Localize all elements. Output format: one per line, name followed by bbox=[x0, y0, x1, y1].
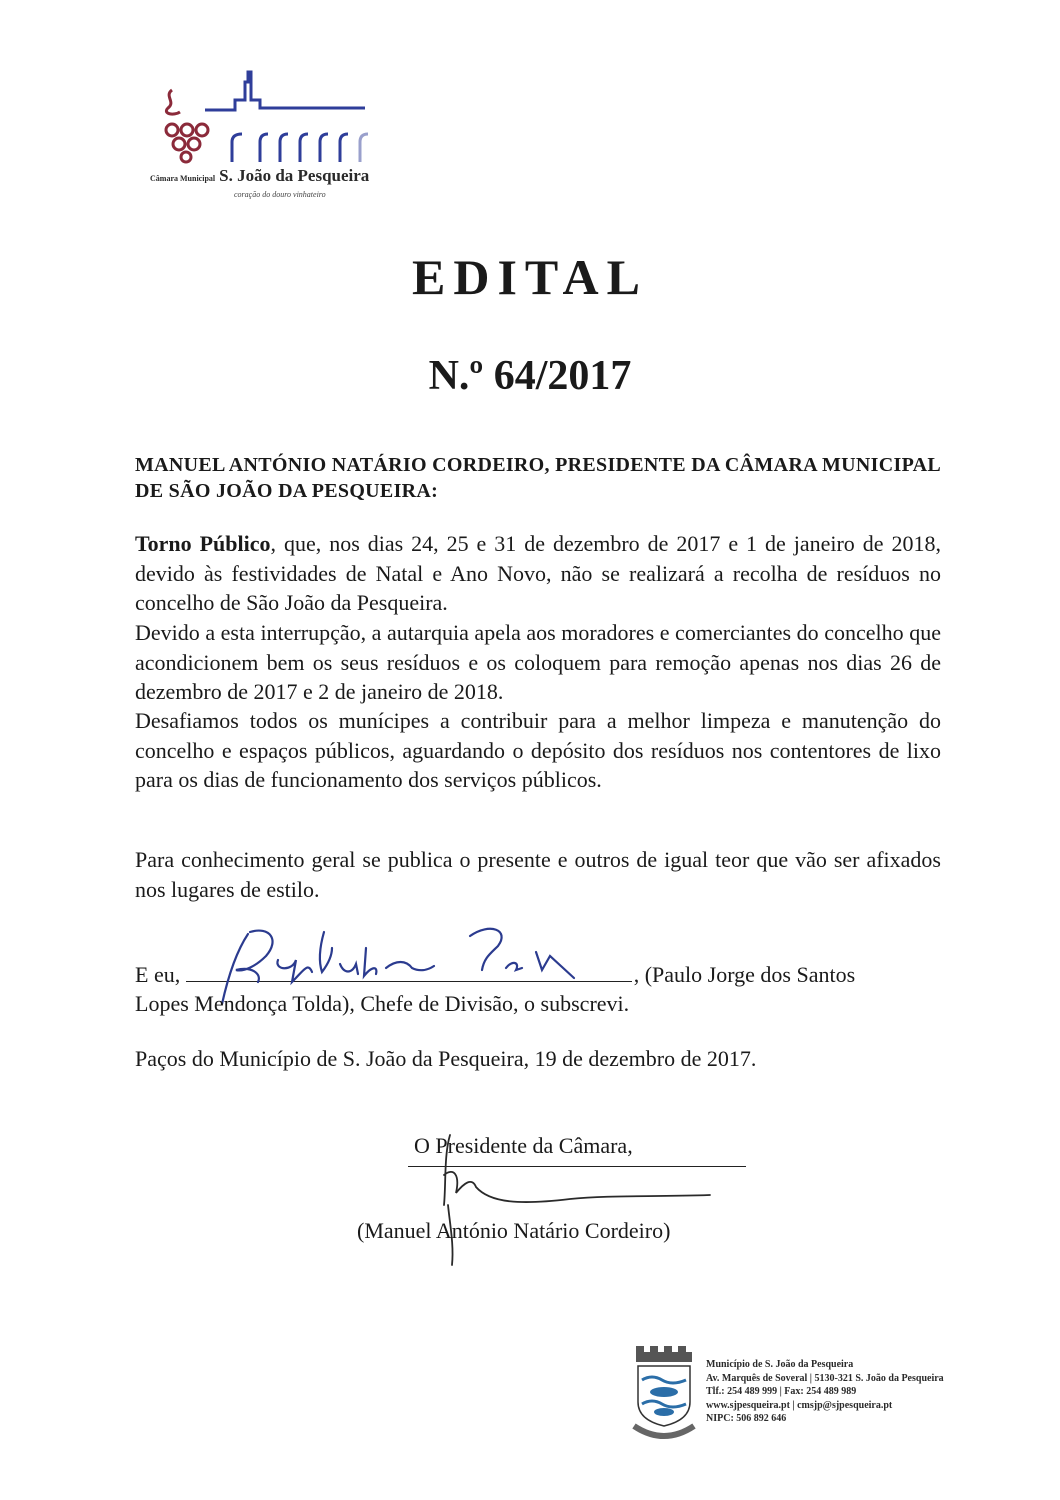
paragraph-appeal: Devido a esta interrupção, a autarquia apela aos moradores e comerciantes do concelho que acondicionem bem os seus resíduos e os coloquem para remoção apenas nos dias 26 de dezembro de 2017 e 2 de janeiro de 2018. bbox=[135, 620, 941, 704]
logo-label-name: S. João da Pesqueira bbox=[219, 166, 370, 185]
announcement-text: , que, nos dias 24, 25 e 31 de dezembro de 2017 e 1 de janeiro de 2018, devido às festividades de Natal e Ano Novo, não se realizará a recolha de resíduos no concelho de São João da Pesqueira. bbox=[135, 531, 941, 615]
announcement-lead: Torno Público bbox=[135, 531, 271, 556]
paragraph-challenge: Desafiamos todos os munícipes a contribuir para a melhor limpeza e manutenção do concelho e espaços públicos, aguardando o depósito dos resíduos nos contentores de lixo para os dias de funcionamento dos serviços públicos. bbox=[135, 708, 941, 792]
document-number: N.º 64/2017 bbox=[428, 353, 632, 399]
president-title: O Presidente da Câmara, bbox=[414, 1133, 633, 1158]
footer-municipality: Município de S. João da Pesqueira bbox=[706, 1359, 854, 1370]
paragraph-publication: Para conhecimento geral se publica o presente e outros de igual teor que vão ser afixados nos lugares de estilo. bbox=[135, 847, 941, 902]
footer-phone-fax: Tlf.: 254 489 999 | Fax: 254 489 989 bbox=[706, 1386, 857, 1397]
president-name: (Manuel António Natário Cordeiro) bbox=[357, 1218, 671, 1243]
logo-slogan: coração do douro vinhateiro bbox=[234, 190, 326, 199]
document-title: EDITAL bbox=[411, 249, 648, 305]
president-signature-icon bbox=[420, 1125, 740, 1275]
signoff-suffix: , (Paulo Jorge dos Santos bbox=[633, 962, 856, 987]
footer-text-block bbox=[706, 1358, 944, 1426]
footer-contact bbox=[626, 1346, 1006, 1456]
logo-emblem-icon bbox=[150, 62, 400, 172]
logo-label-small: Câmara Municipal bbox=[150, 174, 216, 183]
footer-nipc: NIPC: 506 892 646 bbox=[706, 1413, 787, 1424]
signoff-subscriber: Lopes Mendonça Tolda), Chefe de Divisão, o subscrevi. bbox=[135, 991, 630, 1016]
municipal-coat-of-arms-icon bbox=[626, 1346, 702, 1446]
footer-web-email: www.sjpesqueira.pt | cmsjp@sjpesqueira.pt bbox=[706, 1399, 893, 1411]
footer-address: Av. Marquês de Soveral | 5130-321 S. João da Pesqueira bbox=[706, 1372, 944, 1384]
president-heading: MANUEL ANTÓNIO NATÁRIO CORDEIRO, PRESIDENTE DA CÂMARA MUNICIPAL DE SÃO JOÃO DA PESQUEIRA: bbox=[135, 454, 941, 502]
signoff-prefix: E eu, bbox=[135, 962, 181, 987]
paragraph-announcement bbox=[135, 529, 941, 618]
logo-label bbox=[150, 166, 400, 186]
place-and-date: Paços do Município de S. João da Pesqueira, 19 de dezembro de 2017. bbox=[135, 1046, 757, 1071]
municipal-logo bbox=[150, 62, 400, 212]
